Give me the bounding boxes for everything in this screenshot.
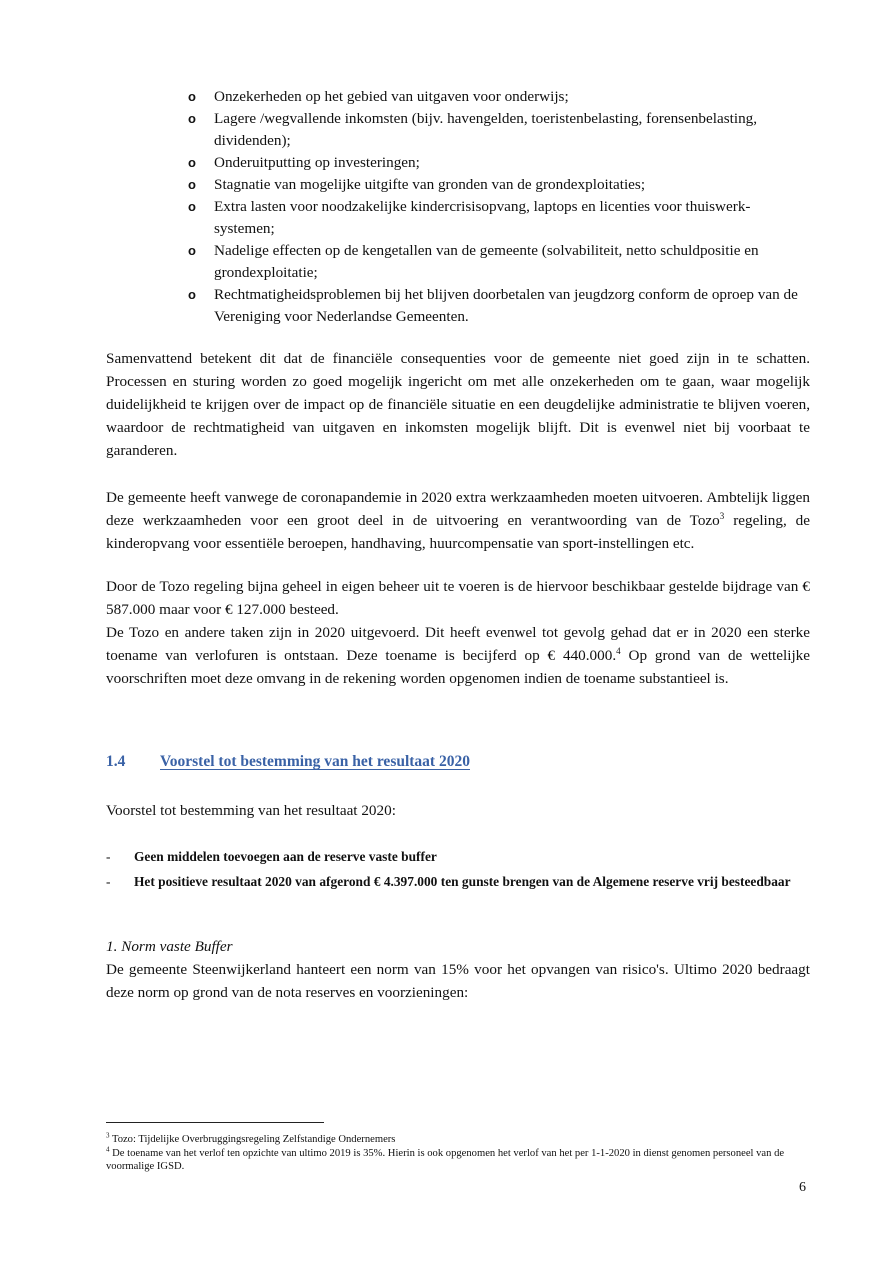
leave-paragraph <box>106 621 810 690</box>
bullet-text: Onderuitputting op investeringen; <box>214 154 420 171</box>
bullet-text: Nadelige effecten op de kengetallen van de gemeente (solvabiliteit, netto schuldpositie en grondexploitatie; <box>214 242 759 281</box>
footnote-3 <box>106 1133 810 1146</box>
bullet-marker: o <box>188 199 196 214</box>
section-number: 1.4 <box>106 753 126 770</box>
footnote-3-text: Tozo: Tijdelijke Overbruggingsregeling Zelfstandige Ondernemers <box>109 1134 396 1145</box>
tozo-paragraph: Door de Tozo regeling bijna geheel in eigen beheer uit te voeren is de hiervoor beschikbaar gestelde bijdrage van € 587.000 maar voor € 127.000 besteed. <box>106 578 810 618</box>
leave-text-b: Op grond van de wettelijke voorschriften moet deze omvang in de rekening worden opgenomen indien de toename substantieel is. <box>106 647 811 687</box>
proposal-list <box>106 845 810 893</box>
footnote-ref-3: 3 <box>719 510 725 521</box>
proposal-text: Het positieve resultaat 2020 van afgerond € 4.397.000 ten gunste brengen van de Algemene reserve vrij besteedbaar <box>134 874 791 889</box>
bullet-marker: o <box>188 89 196 104</box>
norm-heading: 1. Norm vaste Buffer <box>106 938 233 955</box>
risk-bullet-item <box>188 196 810 240</box>
corona-paragraph <box>106 486 810 555</box>
corona-text-a: De gemeente heeft vanwege de coronapandemie in 2020 extra werkzaamheden moeten uitvoeren. Ambtelijk liggen deze werkzaamheden voor een groot deel in de uitvoering en verantwoording van de Tozo <box>106 489 810 529</box>
risk-bullet-item <box>188 86 810 108</box>
bullet-text: Stagnatie van mogelijke uitgifte van gronden van de grondexploitaties; <box>214 176 646 193</box>
bullet-marker: o <box>188 177 196 192</box>
footnote-3-number: 3 <box>106 1131 110 1140</box>
risk-bullet-item <box>188 240 810 284</box>
footnote-4 <box>106 1147 810 1173</box>
risk-bullet-item <box>188 152 810 174</box>
bullet-text: Lagere /wegvallende inkomsten (bijv. havengelden, toeristenbelasting, forensenbelasting, dividenden); <box>214 110 758 149</box>
summary-paragraph: Samenvattend betekent dit dat de financiële consequenties voor de gemeente niet goed zijn in te schatten. Processen en sturing worden zo goed mogelijk ingericht om met alle onzekerheden om te gaan, waar mogelijk duidelijkheid te krijgen over de impact op de financiële situatie en een deugdelijke administratie te blijven voeren, waardoor de rechtmatigheid van uitgaven en inkomsten mogelijk blijft. Dit is evenwel niet bij voorbaat te garanderen. <box>106 350 810 459</box>
page-number: 6 <box>799 1180 806 1195</box>
risk-bullet-list <box>188 86 810 328</box>
dash-marker: - <box>106 874 111 889</box>
risk-bullet-item <box>188 174 810 196</box>
footnote-4-text: De toename van het verlof ten opzichte van ultimo 2019 is 35%. Hierin is ook opgenomen het verlof van het per 1-1-2020 in dienst genomen personeel van de voormalige IGSD. <box>106 1148 785 1172</box>
section-heading[interactable] <box>106 753 470 771</box>
leave-text-a: De Tozo en andere taken zijn in 2020 uitgevoerd. Dit heeft evenwel tot gevolg gehad dat er in 2020 een sterke toename van verlofuren is ontstaan. Deze toename is becijferd op € 440.000. <box>106 624 810 664</box>
bullet-marker: o <box>188 155 196 170</box>
dash-marker: - <box>106 849 111 864</box>
bullet-marker: o <box>188 287 196 302</box>
section-title: Voorstel tot bestemming van het resultaat 2020 <box>160 753 470 770</box>
risk-bullet-item <box>188 284 810 328</box>
risk-bullet-item <box>188 108 810 152</box>
proposal-text: Geen middelen toevoegen aan de reserve vaste buffer <box>134 849 437 864</box>
footnote-separator <box>106 1122 324 1123</box>
bullet-text: Rechtmatigheidsproblemen bij het blijven doorbetalen van jeugdzorg conform de oproep van de Vereniging voor Nederlandse Gemeenten. <box>214 286 798 325</box>
bullet-marker: o <box>188 243 196 258</box>
corona-text-b: regeling, de kinderopvang voor essentiële beroepen, handhaving, huurcompensatie van sport-instellingen etc. <box>106 512 810 552</box>
footnote-ref-4: 4 <box>616 645 621 656</box>
proposal-item <box>106 870 810 893</box>
bullet-text: Onzekerheden op het gebied van uitgaven voor onderwijs; <box>214 88 569 105</box>
bullet-text: Extra lasten voor noodzakelijke kindercrisisopvang, laptops en licenties voor thuiswerk-systemen; <box>214 198 751 237</box>
bullet-marker: o <box>188 111 196 126</box>
norm-paragraph: De gemeente Steenwijkerland hanteert een norm van 15% voor het opvangen van risico's. Ultimo 2020 bedraagt deze norm op grond van de nota reserves en voorzieningen: <box>106 961 810 1001</box>
proposal-item <box>106 845 810 868</box>
footnote-4-number: 4 <box>106 1145 110 1154</box>
proposal-intro: Voorstel tot bestemming van het resultaat 2020: <box>106 802 396 819</box>
